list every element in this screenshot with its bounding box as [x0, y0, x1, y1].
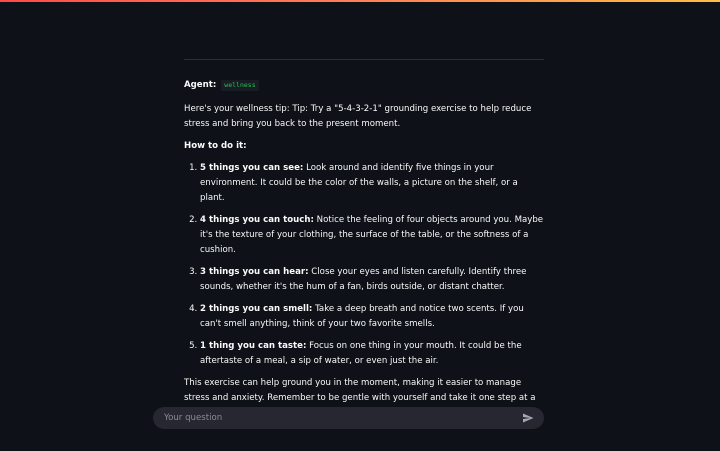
list-item: [200, 339, 544, 369]
list-item: [200, 161, 544, 206]
step-text: Notice the feeling of four objects around you. Maybe it's the texture of your clothing, the surface of the table, or the softness of a cushion.: [200, 215, 544, 255]
step-title: 3 things you can hear:: [200, 267, 309, 277]
list-item: [200, 302, 544, 332]
step-title: 5 things you can see:: [200, 163, 304, 173]
step-text: Focus on one thing in your mouth. It could be the aftertaste of a meal, a sip of water, or even just the air.: [200, 341, 522, 366]
assistant-message: [184, 78, 544, 421]
chat-input-bar: [153, 407, 544, 429]
step-text: Close your eyes and listen carefully. Identify three sounds, whether it's the hum of a fan, birds outside, or distant chatter.: [200, 267, 527, 292]
message-divider: [184, 59, 544, 60]
step-title: 2 things you can smell:: [200, 304, 313, 314]
step-title: 1 thing you can taste:: [200, 341, 307, 351]
app-top-decoration: [0, 0, 720, 2]
message-outro: This exercise can help ground you in the moment, making it easier to manage stress and anxiety. Remember to be gentle with yourself and take it one step at a: [184, 378, 536, 403]
question-input[interactable]: [162, 412, 521, 424]
step-text: Take a deep breath and notice two scents. If you can't smell anything, think of your two favorite smells.: [200, 304, 524, 329]
agent-label: Agent:: [184, 80, 217, 90]
steps-list: [184, 161, 544, 369]
howto-heading: How to do it:: [184, 141, 247, 151]
step-text: Look around and identify five things in your environment. It could be the color of the walls, a picture on the shelf, or a plant.: [200, 163, 518, 203]
step-title: 4 things you can touch:: [200, 215, 314, 225]
agent-tag: wellness: [221, 80, 258, 91]
list-item: [200, 265, 544, 295]
send-icon[interactable]: [521, 411, 535, 425]
list-item: [200, 213, 544, 258]
message-intro: Here's your wellness tip: Tip: Try a "5-4-3-2-1" grounding exercise to help reduce stress and bring you back to the present moment.: [184, 104, 532, 129]
agent-line: [184, 78, 544, 93]
